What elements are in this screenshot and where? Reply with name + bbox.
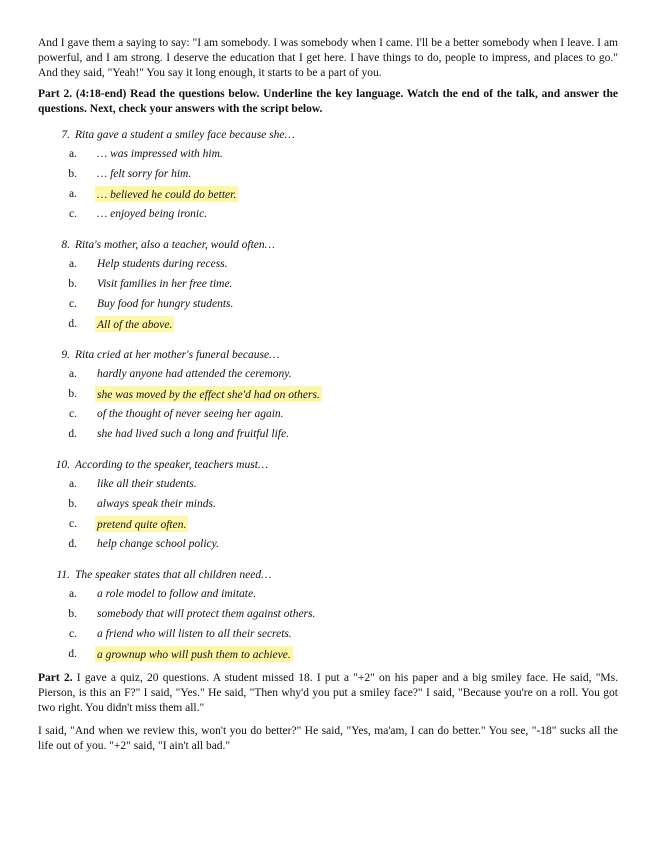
answer-label: Part 2. bbox=[38, 672, 73, 684]
question-text-row bbox=[38, 237, 618, 253]
option-letter: c. bbox=[69, 628, 77, 640]
option-letter: a. bbox=[69, 478, 77, 490]
option-letter: d. bbox=[68, 538, 77, 550]
question-item bbox=[38, 567, 618, 662]
option-letter: b. bbox=[68, 168, 77, 180]
question-number: 10. bbox=[55, 459, 70, 471]
answer-paragraph-1 bbox=[38, 671, 618, 716]
option-letter: d. bbox=[68, 648, 77, 660]
answer-text-1: I gave a quiz, 20 questions. A student missed 18. I put a "+2" on his paper and a big smiley face. He said, "Ms. Pierson, is this an F?" I said, "Yes." He said, "Then why'd you put a smiley face?" I said, "Because you're on a roll. You got two right. You didn't miss them all." bbox=[38, 672, 618, 714]
answer-option bbox=[38, 386, 618, 402]
question-text-row bbox=[38, 347, 618, 363]
part2-instructions: Part 2. (4:18-end) Read the questions below. Underline the key language. Watch the end of the talk, and answer the questions. Next, check your answers with the script below. bbox=[38, 88, 618, 115]
question-item bbox=[38, 237, 618, 332]
answer-option bbox=[38, 296, 618, 312]
option-text: a friend who will listen to all their secrets. bbox=[97, 628, 292, 640]
question-item bbox=[38, 457, 618, 552]
option-list bbox=[38, 256, 618, 332]
question-item bbox=[38, 127, 618, 222]
option-letter: b. bbox=[68, 278, 77, 290]
option-text: Visit families in her free time. bbox=[97, 278, 233, 290]
option-list bbox=[38, 586, 618, 662]
option-list bbox=[38, 146, 618, 222]
answer-option bbox=[38, 626, 618, 642]
highlighted-option-text: a grownup who will push them to achieve. bbox=[95, 646, 293, 662]
option-letter: b. bbox=[68, 608, 77, 620]
option-list bbox=[38, 366, 618, 442]
option-text: … enjoyed being ironic. bbox=[97, 208, 208, 220]
option-letter: d. bbox=[68, 428, 77, 440]
answer-option bbox=[38, 606, 618, 622]
option-letter: b. bbox=[68, 498, 77, 510]
question-number: 9. bbox=[61, 349, 70, 361]
answer-option bbox=[38, 256, 618, 272]
answer-option bbox=[38, 406, 618, 422]
question-text-row bbox=[38, 457, 618, 473]
answer-option bbox=[38, 426, 618, 442]
answer-option bbox=[38, 586, 618, 602]
option-letter: a. bbox=[69, 258, 77, 270]
answer-option bbox=[38, 476, 618, 492]
answer-option bbox=[38, 316, 618, 332]
option-list bbox=[38, 476, 618, 552]
option-letter: a. bbox=[69, 188, 77, 200]
option-text: hardly anyone had attended the ceremony. bbox=[97, 368, 292, 380]
answer-option bbox=[38, 516, 618, 532]
answer-option bbox=[38, 496, 618, 512]
option-letter: a. bbox=[69, 588, 77, 600]
answer-script bbox=[38, 671, 618, 754]
option-letter: a. bbox=[69, 368, 77, 380]
option-letter: c. bbox=[69, 208, 77, 220]
answer-option bbox=[38, 146, 618, 162]
option-letter: c. bbox=[69, 518, 77, 530]
option-text: Help students during recess. bbox=[97, 258, 228, 270]
answer-option bbox=[38, 646, 618, 662]
question-stem: Rita's mother, also a teacher, would often… bbox=[75, 239, 275, 251]
option-letter: b. bbox=[68, 388, 77, 400]
question-text-row bbox=[38, 567, 618, 583]
highlighted-option-text: she was moved by the effect she'd had on others. bbox=[95, 386, 322, 402]
option-text: a role model to follow and imitate. bbox=[97, 588, 256, 600]
intro-paragraph: And I gave them a saying to say: "I am somebody. I was somebody when I came. I'll be a better somebody when I leave. I am powerful, and I am strong. I deserve the education that I get here. I have things to do, people to impress, and places to go." And they said, "Yeah!" You say it long enough, it starts to be a part of you. bbox=[38, 37, 618, 79]
option-text: Buy food for hungry students. bbox=[97, 298, 234, 310]
answer-option bbox=[38, 276, 618, 292]
highlighted-option-text: pretend quite often. bbox=[95, 516, 188, 532]
answer-option bbox=[38, 536, 618, 552]
option-text: … was impressed with him. bbox=[97, 148, 223, 160]
question-text-row bbox=[38, 127, 618, 143]
answer-option bbox=[38, 366, 618, 382]
question-number: 7. bbox=[61, 129, 70, 141]
worksheet-page bbox=[38, 36, 618, 762]
answer-option bbox=[38, 186, 618, 202]
question-stem: Rita cried at her mother's funeral because… bbox=[75, 349, 280, 361]
option-letter: c. bbox=[69, 408, 77, 420]
highlighted-option-text: … believed he could do better. bbox=[95, 186, 238, 202]
option-text: like all their students. bbox=[97, 478, 197, 490]
question-stem: According to the speaker, teachers must… bbox=[75, 459, 269, 471]
option-text: somebody that will protect them against others. bbox=[97, 608, 316, 620]
option-text: … felt sorry for him. bbox=[97, 168, 192, 180]
option-letter: d. bbox=[68, 318, 77, 330]
option-text: she had lived such a long and fruitful life. bbox=[97, 428, 289, 440]
question-item bbox=[38, 347, 618, 442]
option-text: help change school policy. bbox=[97, 538, 219, 550]
option-text: always speak their minds. bbox=[97, 498, 216, 510]
question-stem: The speaker states that all children need… bbox=[75, 569, 272, 581]
highlighted-option-text: All of the above. bbox=[95, 316, 174, 332]
question-list bbox=[38, 127, 618, 662]
question-number: 11. bbox=[56, 569, 70, 581]
answer-option bbox=[38, 206, 618, 222]
option-text: of the thought of never seeing her again. bbox=[97, 408, 284, 420]
answer-option bbox=[38, 166, 618, 182]
question-stem: Rita gave a student a smiley face because she… bbox=[75, 129, 295, 141]
option-letter: c. bbox=[69, 298, 77, 310]
question-number: 8. bbox=[61, 239, 70, 251]
option-letter: a. bbox=[69, 148, 77, 160]
answer-paragraph-2: I said, "And when we review this, won't you do better?" He said, "Yes, ma'am, I can do better." You see, "-18" sucks all the life out of you. "+2" said, "I ain't all bad." bbox=[38, 725, 618, 752]
